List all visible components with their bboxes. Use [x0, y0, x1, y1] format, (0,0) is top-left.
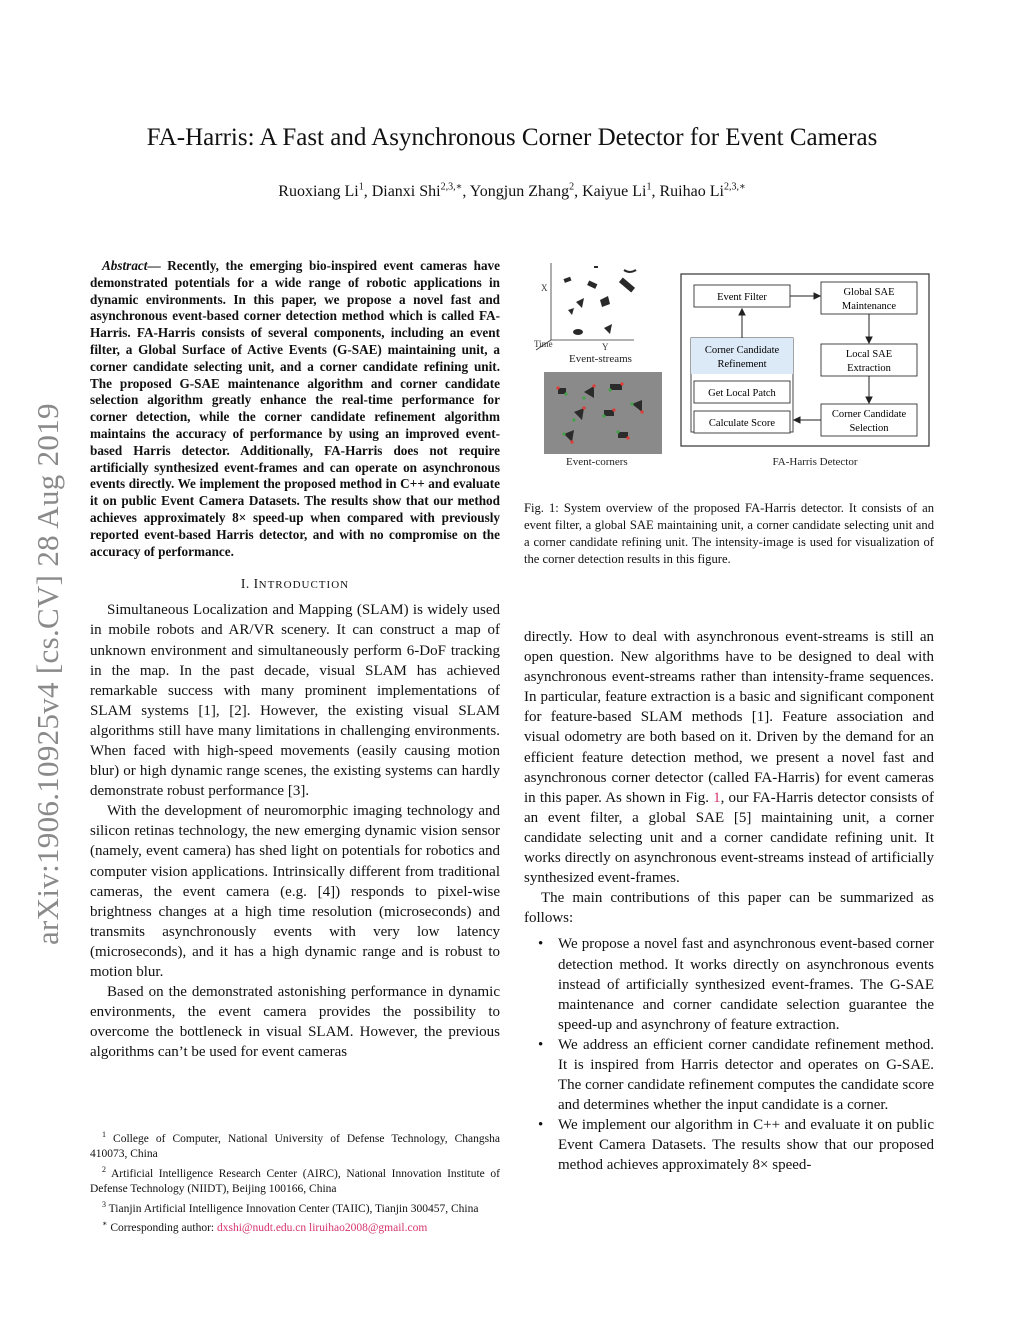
- box-local-sae-extraction: [821, 344, 917, 376]
- right-column: [524, 627, 934, 1176]
- author: Dianxi Shi$^{2,3,∗}$,: [371, 182, 470, 201]
- figure-system-overview: [524, 258, 934, 473]
- box-calculate-score: [694, 411, 790, 433]
- svg-text:Extraction: Extraction: [847, 363, 891, 374]
- left-column: [90, 258, 500, 1063]
- svg-text:Local SAE: Local SAE: [845, 349, 893, 360]
- author: Ruihao $Li^{2,3,∗}$: [659, 182, 746, 201]
- list-item: • We implement our algorithm in C++ and evaluate it on public Event Camera Datasets. The results show that our proposed method achieves approximately 8× speed-: [538, 1117, 934, 1174]
- author: Yongjun Zhang$^2$,: [469, 182, 583, 201]
- svg-text:Maintenance: Maintenance: [841, 301, 897, 312]
- list-item: • We address an efficient corner candidate refinement method. It is inspired from Harris detector and operates on G-SAE. The corner candidate refinement computes the candidate score and determines whether the input candidate is a corner.: [538, 1036, 934, 1114]
- footnotes: [90, 1127, 500, 1236]
- event-streams-label: Event-streams: [569, 353, 632, 365]
- author: Ruoxiang Li$^1$,: [278, 182, 372, 201]
- footnote: $^2$ Artificial Intelligence Research Center (AIRC), National Innovation Institute of Defense Technology (NIIDT), Beijing 100166, China: [90, 1164, 500, 1195]
- email-link[interactable]: dxshi@nudt.edu.cn: [217, 1222, 307, 1235]
- abstract-text: Recently, the emerging bio-inspired event cameras have demonstrated potentials for a wide range of robotic applications in dynamic environments. In this paper, we propose a novel fast and asynchronous event-based corner detection method which is called FA-Harris. FA-Harris consists of several components, including an event filter, a Global Surface of Active Events (G-SAE) maintaining unit, a corner candidate selecting unit, and a corner candidate refining unit. The proposed G-SAE maintenance algorithm and corner candidate selection algorithm greatly enhance the real-time performance for corner detection, while the corner candidate refinement algorithm maintains the accuracy of performance by using an improved event-based Harris detector. Additionally, FA-Harris does not require artificially synthesized event-frames and can operate on asynchronous events directly. We implement the proposed method in C++ and evaluate it on public Event Camera Datasets. The results show that our method achieves approximately 8× speed-up when compared with previously reported event-based Harris detector, and with no compromise on the accuracy of performance.: [90, 258, 501, 559]
- event-corners-label: Event-corners: [566, 456, 628, 468]
- detector-label: FA-Harris Detector: [772, 456, 858, 468]
- intro-paragraph: Simultaneous Localization and Mapping (SLAM) is widely used in mobile robots and AR/VR scenery. It can construct a map of unknown environment and simultaneously perform 6-DoF tracking in the map. In the past decade, visual SLAM has achieved remarkable success with many prominent implementations of SLAM systems [1], [2]. However, the existing visual SLAM algorithms still have many limitations in challenging environments. When faced with high-speed movements (easily causing motion blur) or high dynamic range scenes, the existing systems can hardly demonstrate robust performance [3].: [90, 602, 500, 800]
- box-corner-candidate-selection: [821, 404, 917, 436]
- axis-label-y: Y: [602, 342, 609, 352]
- arxiv-identifier: arXiv:1906.10925v4 [cs.CV] 28 Aug 2019: [30, 403, 65, 945]
- figure-reference-link[interactable]: 1: [713, 789, 721, 806]
- svg-text:Corner Candidate: Corner Candidate: [704, 345, 780, 356]
- footnote-corresponding: ∗ Corresponding author: dxshi@nudt.edu.cn liruihao2008@gmail.com: [102, 1219, 428, 1235]
- event-stream-shapes: [563, 266, 636, 335]
- intro-paragraph: The main contributions of this paper can be summarized as follows:: [524, 890, 934, 927]
- footnote: $^3$ Tianjin Artificial Intelligence Innovation Center (TAIIC), Tianjin 300457, China: [102, 1199, 479, 1215]
- intro-paragraph: Based on the demonstrated astonishing performance in dynamic environments, the event camera provides the possibility to overcome the bottleneck in visual SLAM. However, the previous algorithms can’t be used for event cameras: [90, 984, 500, 1061]
- abstract-label: Abstract: [102, 258, 148, 273]
- email-link[interactable]: liruihao2008@gmail.com: [309, 1222, 428, 1235]
- abstract: Abstract— Recently, the emerging bio-inspired event cameras have demonstrated potentials for a wide range of robotic applications in dynamic environments. In this paper, we propose a novel fast and asynchronous event-based corner detection method which is called FA-Harris. FA-Harris consists of several components, including an event filter, a Global Surface of Active Events (G-SAE) maintaining unit, a corner candidate selecting unit, and a corner candidate refining unit. The proposed G-SAE maintenance algorithm and corner candidate selection algorithm greatly enhance the real-time performance for corner detection, while the corner candidate refinement algorithm maintains the accuracy of performance by using an improved event-based Harris detector. Additionally, FA-Harris does not require artificially synthesized event-frames and can operate on asynchronous events directly. We implement the proposed method in C++ and evaluate it on public Event Camera Datasets. The results show that our method achieves approximately 8× speed-up when compared with previously reported event-based Harris detector, and with no compromise on the accuracy of performance.: [90, 258, 501, 559]
- list-item: • We propose a novel fast and asynchronous event-based corner detection method. It works directly on asynchronous events instead of artificially synthesized event-frames. The G-SAE maintenance and corner candidate selection guarantee the speed-up and asynchrony of feature extraction.: [538, 936, 934, 1033]
- box-global-sae-maintenance: [821, 282, 917, 314]
- intro-paragraph: With the development of neuromorphic imaging technology and silicon retinas technology, the new emerging dynamic vision sensor (namely, event camera) has shed light on potentials for robotics and computer vision applications. Intrinsically different from traditional cameras, the event camera (e.g. [4]) responds to pixel-wise brightness changes at a high time resolution (microseconds) and transmits asynchronously events with very low latency (microseconds), and it has a high dynamic range and is robust to motion blur.: [90, 803, 500, 981]
- footnote: $^1$ College of Computer, National University of Defense Technology, Changsha 410073, China: [90, 1130, 500, 1160]
- section-heading-introduction: I. INTRODUCTION: [240, 576, 350, 592]
- axis-label-x: X: [541, 283, 548, 293]
- event-stream-axes: [536, 263, 634, 350]
- contributions-list: [524, 934, 934, 1175]
- figure-caption: Fig. 1: System overview of the proposed FA-Harris detector. It consists of an event filter, a global SAE maintaining unit, a corner candidate selecting unit and a corner candidate refining unit. The intensity-image is used for visualization of the corner detection results in this figure.: [524, 501, 934, 566]
- svg-text:Selection: Selection: [849, 423, 889, 434]
- svg-text:Refinement: Refinement: [717, 359, 767, 370]
- box-event-filter: [694, 285, 790, 307]
- svg-text:Calculate Score: Calculate Score: [708, 418, 776, 429]
- svg-text:Event Filter: Event Filter: [717, 292, 767, 303]
- axis-label-time: Time: [534, 339, 553, 349]
- intro-paragraph: directly. How to deal with asynchronous event-streams is still an open question. New algorithms have to be designed to deal with asynchronous event-streams rather than intensity-frame sequences. In particular, feature extraction is a basic and significant component for feature-based SLAM methods [1]. Feature association and visual odometry are both based on it. Driven by the demand for an efficient feature detection method, we present a novel fast and asynchronous corner detector (called FA-Harris) for event cameras in this paper. As shown in Fig. 1, our FA-Harris detector consists of an event filter, a global SAE [5] maintaining unit, a corner candidate selecting unit and a corner candidate refining unit. It works directly on asynchronous event-streams instead of artificially synthesized event-frames.: [524, 629, 935, 887]
- author-list: [0, 182, 1024, 201]
- author: Kaiyue Li$^1$,: [582, 182, 660, 201]
- svg-text:Corner Candidate: Corner Candidate: [831, 409, 907, 420]
- svg-text:Get Local Patch: Get Local Patch: [708, 388, 776, 399]
- svg-text:Global SAE: Global SAE: [843, 287, 895, 298]
- box-get-local-patch: [694, 381, 790, 403]
- paper-title: FA-Harris: A Fast and Asynchronous Corner Detector for Event Cameras: [146, 124, 878, 151]
- event-corners-image: [544, 372, 662, 454]
